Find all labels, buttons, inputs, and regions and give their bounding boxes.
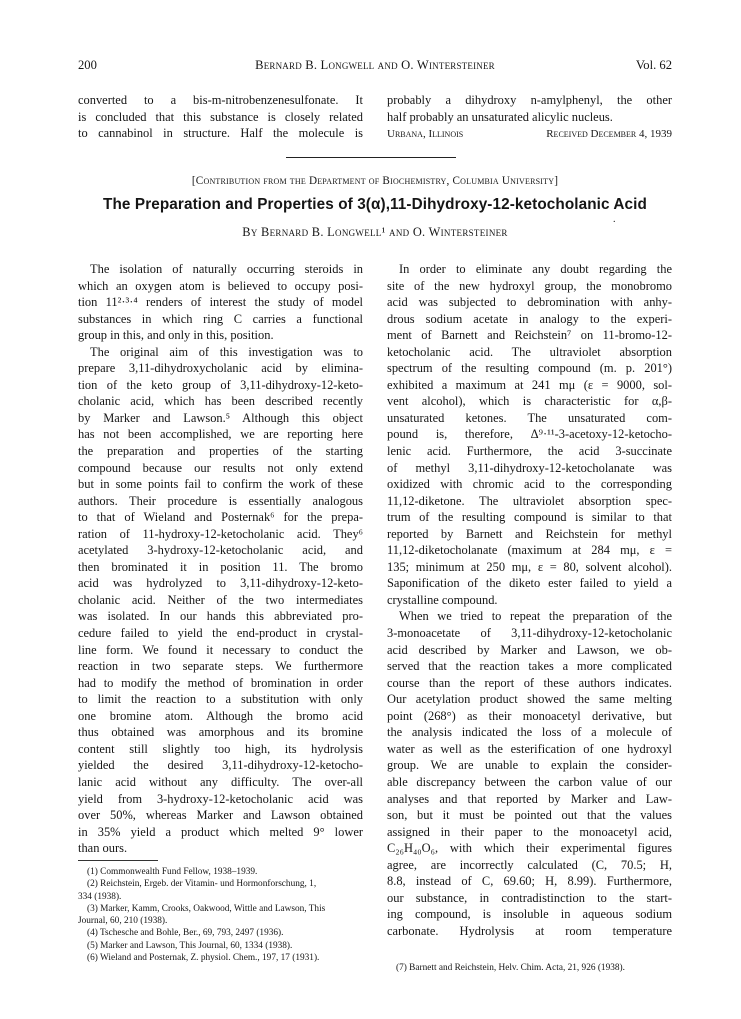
text-line: compound because our results not only extend xyxy=(78,460,363,475)
text-line: ment of Barnett and Reichstein⁷ on 11-bromo-12- xyxy=(387,328,672,343)
text-line: line form. We found it necessary to conduct the xyxy=(78,642,363,657)
text-line: group. We are unable to explain the consider- xyxy=(387,758,672,773)
text-line: cedure failed to yield the end-product in crystal- xyxy=(78,626,363,641)
text-line: spectrum of the resulting compound (m. p. 201°) xyxy=(387,361,672,376)
text-line: point (268°) as their monoacetyl derivative, but xyxy=(387,708,672,723)
text-line: agree, are incorrectly calculated (C, 70.5; H, xyxy=(387,857,672,872)
text-line: analyses and that reported by Marker and Law- xyxy=(387,791,672,806)
text-line: cholanic acid, which has been described recently xyxy=(78,394,363,409)
received-date: Received December 4, 1939 xyxy=(546,128,672,141)
text-line: acetylated 3-hydroxy-12-ketocholanic acid, and xyxy=(78,543,363,558)
footnote-line: Journal, 60, 210 (1938). xyxy=(78,916,168,927)
text-line: our substance, in contradistinction to the start- xyxy=(387,890,672,905)
text-line: by Marker and Lawson.⁵ Although this object xyxy=(78,410,363,425)
text-line: tion 11²·³·⁴ renders of interest the study of model xyxy=(78,295,363,310)
text-line: acid described by Marker and Lawson, we ob- xyxy=(387,642,672,657)
text-line: exhibited a maximum at 241 mμ (ε = 9000, sol- xyxy=(387,377,672,392)
text-line: 11,12-diketocholanate (maximum at 284 mμ, ε = xyxy=(387,543,672,558)
previous-article-left-fragment xyxy=(78,92,363,142)
text-line: lanic acid without any difficulty. The over-all xyxy=(78,774,363,789)
text-line: ration of 11-hydroxy-12-ketocholanic acid. They⁶ xyxy=(78,526,363,541)
previous-article-signature xyxy=(387,126,672,143)
text-line: half probably an unsaturated alicylic nucleus. xyxy=(387,109,613,124)
text-line: one bromine atom. Although the bromo acid xyxy=(78,708,363,723)
text-line: son, but it must be pointed out that the values xyxy=(387,808,672,823)
text-line: Saponification of the diketo ester failed to yield a xyxy=(387,576,672,591)
text-line: trum of the resulting compound is similar to that xyxy=(387,510,672,525)
text-line: 11,12-diketone. The ultraviolet absorption spec- xyxy=(387,493,672,508)
text-line: substances in which ring C carries a functional xyxy=(78,311,363,326)
text-line: to cannabinol in structure. Half the molecule is xyxy=(78,126,363,141)
text-line: Our acetylation product showed the same melting xyxy=(387,692,672,707)
text-line: water as well as the esterification of one hydroxyl xyxy=(387,741,672,756)
text-line: vent alcohol), which is characteristic for α,β- xyxy=(387,394,672,409)
text-line: oxidized with chromic acid to the corresponding xyxy=(387,477,672,492)
previous-article-right-fragment xyxy=(387,92,672,143)
text-line: had to modify the method of bromination in order xyxy=(78,675,363,690)
text-line: The isolation of naturally occurring steroids in xyxy=(90,262,363,276)
footnote-line: (7) Barnett and Reichstein, Helv. Chim. Acta, 21, 926 (1938). xyxy=(396,963,625,973)
text-line: is concluded that this substance is closely related xyxy=(78,109,363,124)
right-footnotes xyxy=(387,962,672,974)
footnote-line: (2) Reichstein, Ergeb. der Vitamin- und Hormonforschung, 1, xyxy=(87,879,317,890)
text-line: able discrepancy between the carbon value of our xyxy=(387,774,672,789)
text-line: of methyl 3,11-dihydroxy-12-ketocholanate was xyxy=(387,460,672,475)
text-line: the analysis indicated the loss of a molecule of xyxy=(387,725,672,740)
text-line: but in some points fail to confirm the work of these xyxy=(78,477,363,492)
text-line: tion of the keto group of 3,11-dihydroxy-12-keto- xyxy=(78,377,363,392)
text-line: unsaturated ketones. The unsaturated com- xyxy=(387,410,672,425)
running-head-authors: Bernard B. Longwell and O. Wintersteiner xyxy=(255,58,495,72)
text-line: thus obtained was amorphous and its bromine xyxy=(78,725,363,740)
page-number: 200 xyxy=(78,58,97,72)
footnote-line: (5) Marker and Lawson, This Journal, 60, 1334 (1938). xyxy=(87,940,293,951)
text-line: served that the reaction takes a more complicated xyxy=(387,659,672,674)
text-line: authors. Their procedure is essentially analogous xyxy=(78,493,363,508)
text-line: acid was subjected to debromination with anhy- xyxy=(387,295,672,310)
text-line: 3-monoacetate of 3,11-dihydroxy-12-ketocholanic xyxy=(387,626,672,641)
text-line: in 35% yield a product which melted 9° lower xyxy=(78,824,363,839)
text-line: In order to eliminate any doubt regarding the xyxy=(399,262,672,276)
footnote-line: (6) Wieland and Posternak, Z. physiol. Chem., 197, 17 (1931). xyxy=(87,953,320,964)
text-line: to that of Wieland and Posternak⁶ for the prepa- xyxy=(78,510,363,525)
running-header xyxy=(78,58,672,78)
text-line: has not been accomplished, we are reporting here xyxy=(78,427,363,442)
text-line: reaction in two separate steps. We furthermore xyxy=(78,659,363,674)
text-line: which an oxygen atom is believed to occupy posi- xyxy=(78,278,363,293)
text-line: pound is, therefore, Δ⁹·¹¹-3-acetoxy-12-ketocho- xyxy=(387,427,672,442)
article-byline: By Bernard B. Longwell¹ and O. Wintersteiner xyxy=(242,225,508,239)
stray-mark: . xyxy=(613,214,616,225)
article-title: The Preparation and Properties of 3(α),11-Dihydroxy-12-ketocholanic Acid xyxy=(103,196,647,213)
text-line: ketocholanic acid. The ultraviolet absorption xyxy=(387,344,672,359)
text-line: assigned in their paper to the monoacetyl acid, xyxy=(387,824,672,839)
text-line: drous sodium acetate in analogy to the experi- xyxy=(387,311,672,326)
left-column-body xyxy=(78,261,363,857)
footnote-line: (3) Marker, Kamm, Crooks, Oakwood, Wittle and Lawson, This xyxy=(87,903,326,914)
text-line: When we tried to repeat the preparation of the xyxy=(399,609,672,624)
author-location: Urbana, Illinois xyxy=(387,128,464,141)
text-line: acid was hydrolyzed to 3,11-dihydroxy-12-keto- xyxy=(78,576,363,591)
contribution-line: [Contribution from the Department of Biochemistry, Columbia University] xyxy=(191,175,559,187)
text-line: C₂₆H₄₀O₆, with which their experimental figures xyxy=(387,841,672,856)
text-line: was isolated. In our hands this abbreviated pro- xyxy=(78,609,363,624)
right-column-body xyxy=(387,261,672,939)
text-line: yield from 3-hydroxy-12-ketocholanic acid was xyxy=(78,791,363,806)
text-line: reported by Barnett and Reichstein for methyl xyxy=(387,526,672,541)
text-line: carbonate. Hydrolysis at room temperature xyxy=(387,923,672,938)
text-line: 135; minimum at 250 mμ, ε = 80, solvent alcohol). xyxy=(387,559,672,574)
left-footnote-rule xyxy=(78,860,158,861)
text-line: the preparation and properties of the starting xyxy=(78,444,363,459)
text-line: converted to a bis-m-nitrobenzenesulfonate. It xyxy=(78,93,363,107)
text-line: content still slightly too high, its hydrolysis xyxy=(78,741,363,756)
text-line: then brominated it in position 11. The bromo xyxy=(78,559,363,574)
text-line: to limit the reaction to a substitution with only xyxy=(78,692,363,707)
text-line: prepare 3,11-dihydroxycholanic acid by elimina- xyxy=(78,361,363,376)
text-line: yielded the desired 3,11-dihydroxy-12-ketocho- xyxy=(78,758,363,773)
left-footnotes xyxy=(78,866,363,964)
volume-number: Vol. 62 xyxy=(635,58,672,72)
text-line: site of the new hydroxyl group, the monobromo xyxy=(387,278,672,293)
text-line: group in this, and only in this, position. xyxy=(78,328,274,343)
text-line: 8.8, instead of C, 69.60; H, 8.99). Furthermore, xyxy=(387,874,672,889)
text-line: The original aim of this investigation was to xyxy=(90,344,363,359)
text-line: course than the report of these authors indicates. xyxy=(387,675,672,690)
text-line: over 50%, whereas Marker and Lawson obtained xyxy=(78,808,363,823)
text-line: ing compound, is insoluble in aqueous sodium xyxy=(387,907,672,922)
footnote-line: 334 (1938). xyxy=(78,891,122,902)
text-line: cholanic acid. Neither of the two intermediates xyxy=(78,592,363,607)
footnote-line: (1) Commonwealth Fund Fellow, 1938–1939. xyxy=(87,867,258,877)
text-line: than ours. xyxy=(78,841,128,856)
footnote-line: (4) Tschesche and Bohle, Ber., 69, 793, 2497 (1936). xyxy=(87,928,284,939)
text-line: crystalline compound. xyxy=(387,592,498,607)
section-divider-rule xyxy=(286,157,456,158)
text-line: lenic acid. Furthermore, the acid 3-succinate xyxy=(387,444,672,459)
text-line: probably a dihydroxy n-amylphenyl, the other xyxy=(387,93,672,107)
